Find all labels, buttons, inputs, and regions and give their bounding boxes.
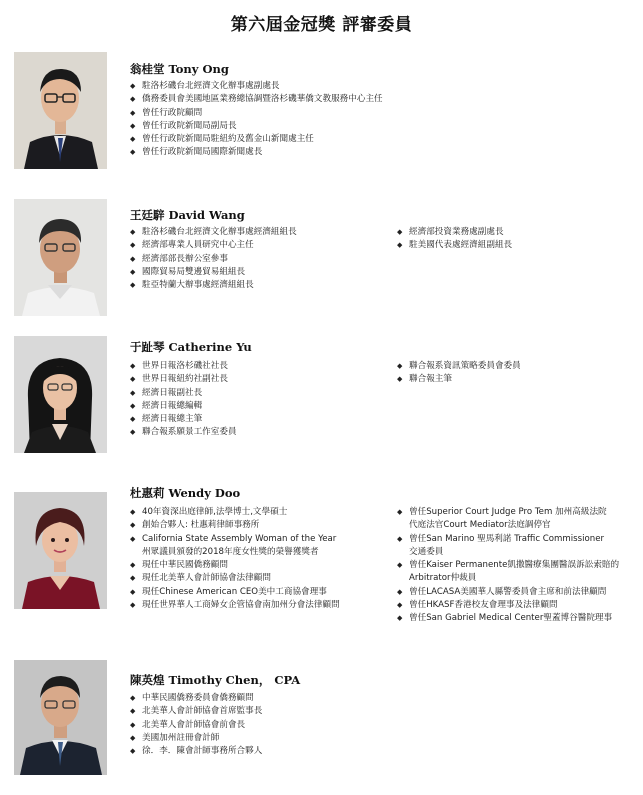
member-3-titles-right xyxy=(397,360,521,387)
member-name: 陳英煌 Timothy Chen， CPA xyxy=(130,673,301,687)
member-5-titles xyxy=(130,692,262,758)
title-item: ◆ 經濟部專業人員研究中心主任 xyxy=(130,239,297,252)
title-item: ◆ 經濟部投資業務處副處長 xyxy=(397,226,512,239)
title-item: ◆ 現任Chinese American CEO美中工商協會理事 xyxy=(130,586,340,599)
title-item: ◆ 經濟日報副社長 xyxy=(130,387,237,400)
title-item: ◆ 曾任Kaiser Permanente凱撒醫療集團醫誤訴訟索賠的 xyxy=(397,559,619,572)
member-4-titles-right xyxy=(397,506,619,626)
title-item: ◆ 駐洛杉磯台北經濟文化辦事處經濟組組長 xyxy=(130,226,297,239)
title-item: ◆ 駐洛杉磯台北經濟文化辦事處副處長 xyxy=(130,80,383,93)
title-item: ◆ 北美華人會計師協會首席監事長 xyxy=(130,705,262,718)
title-item: ◆ 聯合報主筆 xyxy=(397,373,521,386)
title-item: ◆ 現任世界華人工商婦女企管協會南加州分會法律顧問 xyxy=(130,599,340,612)
title-item: ◆ 經濟日報總主筆 xyxy=(130,413,237,426)
title-item: ◆ 國際貿易局雙邊貿易組組長 xyxy=(130,266,297,279)
title-item: ◆ 現任中華民國僑務顧問 xyxy=(130,559,340,572)
member-2-titles-left xyxy=(130,226,297,292)
member-name: 王廷騂 David Wang xyxy=(130,208,245,222)
portrait-photo xyxy=(14,199,107,316)
title-item: ◆ 聯合報系資訊策略委員會委員 xyxy=(397,360,521,373)
member-name: 杜惠莉 Wendy Doo xyxy=(130,486,241,500)
member-name: 于趾琴 Catherine Yu xyxy=(130,340,252,354)
title-item: ◆ 世界日報紐約社副社長 xyxy=(130,373,237,386)
page-title: 第六屆金冠獎 評審委員 xyxy=(230,15,413,35)
portrait-photo xyxy=(14,660,107,775)
title-item: ◆ 曾任San Gabriel Medical Center聖蓋博谷醫院理事 xyxy=(397,612,619,625)
title-item: ◆ 聯合報系願景工作室委員 xyxy=(130,426,237,439)
title-item: ◆ 創始合夥人: 杜惠莉律師事務所 xyxy=(130,519,340,532)
portrait-photo xyxy=(14,336,107,453)
title-item: ◆ 曾任Superior Court Judge Pro Tem 加州高級法院 xyxy=(397,506,619,519)
title-item: ◆ 駐亞特蘭大辦事處經濟組組長 xyxy=(130,279,297,292)
member-name: 翁桂堂 Tony Ong xyxy=(130,62,229,76)
title-item: ◆ 經濟部部長辦公室參事 xyxy=(130,253,297,266)
title-item: ◆ 曾任HKASF香港校友會理事及法律顧問 xyxy=(397,599,619,612)
title-item: ◆ 美國加州註冊會計師 xyxy=(130,732,262,745)
title-item: ◆ 40年資深出庭律師,法學博士,文學碩士 xyxy=(130,506,340,519)
title-item: ◆ 曾任San Marino 聖馬利諾 Traffic Commissioner xyxy=(397,533,619,546)
title-item: Arbitrator仲裁員 xyxy=(409,573,477,584)
title-item: ◆ 曾任LACASA美國華人縣警委員會主席和前法律顧問 xyxy=(397,586,619,599)
member-3-titles-left xyxy=(130,360,237,440)
portrait-photo xyxy=(14,492,107,609)
title-item: ◆ 曾任行政院新聞局國際新聞處長 xyxy=(130,146,383,159)
title-item: 交通委員 xyxy=(409,546,444,557)
title-item: ◆ 曾任行政院新聞局駐紐約及舊金山新聞處主任 xyxy=(130,133,383,146)
title-item: ◆ 中華民國僑務委員會僑務顧問 xyxy=(130,692,262,705)
title-item: 州眾議員頒發的2018年度女性獎的榮譽獲獎者 xyxy=(142,546,319,557)
member-2-titles-right xyxy=(397,226,512,253)
title-item: ◆ California State Assembly Woman of the Year xyxy=(130,533,340,546)
title-item: ◆ 北美華人會計師協會前會長 xyxy=(130,719,262,732)
title-item: ◆ 世界日報洛杉磯社社長 xyxy=(130,360,237,373)
portrait-photo xyxy=(14,52,107,169)
title-item: ◆ 曾任行政院新聞局副局長 xyxy=(130,120,383,133)
member-4-titles-left xyxy=(130,506,340,612)
title-item: 代庭法官Court Mediator法庭調停官 xyxy=(409,520,551,531)
member-1-titles xyxy=(130,80,383,160)
title-item: ◆ 駐美國代表處經濟組副組長 xyxy=(397,239,512,252)
title-item: ◆ 僑務委員會美國地區業務總協調暨洛杉磯華僑文教服務中心主任 xyxy=(130,93,383,106)
title-item: ◆ 曾任行政院顧問 xyxy=(130,107,383,120)
title-item: ◆ 徐．李．陳會計師事務所合夥人 xyxy=(130,745,262,758)
title-item: ◆ 現任北美華人會計師協會法律顧問 xyxy=(130,572,340,585)
title-item: ◆ 經濟日報總編輯 xyxy=(130,400,237,413)
